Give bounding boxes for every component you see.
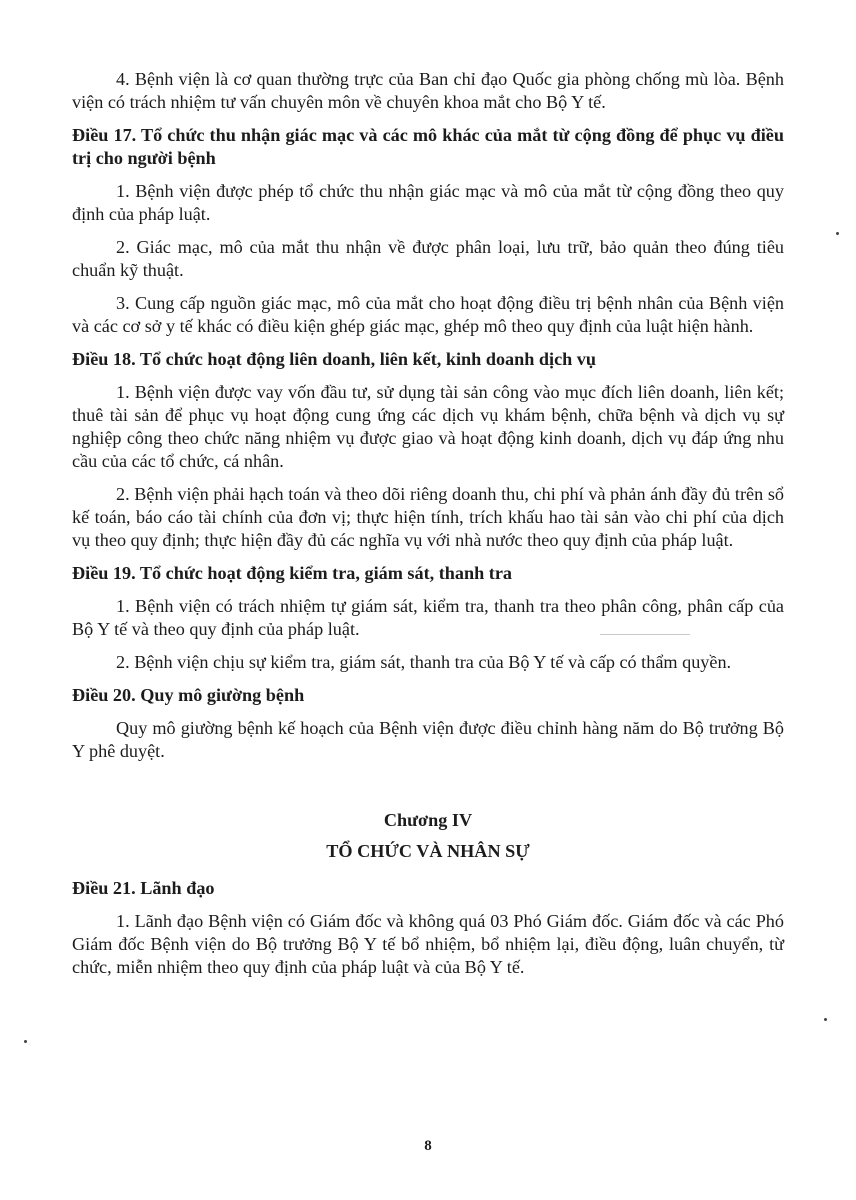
paragraph-article18-clause1: 1. Bệnh viện được vay vốn đầu tư, sử dụng tài sản công vào mục đích liên doanh, liên kết; thuê tài sản để phục vụ hoạt động cung ứng các dịch vụ khám bệnh, chữa bệnh và dịch vụ sự nghiệp công theo chức năng nhiệm vụ được giao và hoạt động kinh doanh, dịch vụ đáp ứng nhu cầu của các tổ chức, cá nhân. — [72, 382, 784, 471]
article-18-heading: Điều 18. Tổ chức hoạt động liên doanh, liên kết, kinh doanh dịch vụ — [72, 349, 597, 369]
paragraph-article19-clause1: 1. Bệnh viện có trách nhiệm tự giám sát, kiểm tra, thanh tra theo phân công, phân cấp của Bộ Y tế và theo quy định của pháp luật. — [72, 596, 784, 639]
paragraph-article20: Quy mô giường bệnh kế hoạch của Bệnh viện được điều chỉnh hàng năm do Bộ trưởng Bộ Y phê duyệt. — [72, 718, 784, 761]
chapter-number: Chương IV — [383, 810, 473, 830]
article-20-heading: Điều 20. Quy mô giường bệnh — [72, 685, 305, 705]
page-number: 8 — [424, 1138, 432, 1154]
scan-artifact-dot — [824, 1018, 827, 1021]
paragraph-article17-clause3: 3. Cung cấp nguồn giác mạc, mô của mắt cho hoạt động điều trị bệnh nhân của Bệnh viện và các cơ sở y tế khác có điều kiện ghép giác mạc, ghép mô theo quy định của luật hiện hành. — [72, 293, 784, 336]
paragraph-article21-clause1: 1. Lãnh đạo Bệnh viện có Giám đốc và không quá 03 Phó Giám đốc. Giám đốc và các Phó Giám đốc Bệnh viện do Bộ trưởng Bộ Y tế bổ nhiệm, bổ nhiệm lại, điều động, luân chuyển, từ chức, miễn nhiệm theo quy định của pháp luật và của Bộ Y tế. — [72, 911, 784, 977]
article-19-heading: Điều 19. Tổ chức hoạt động kiểm tra, giám sát, thanh tra — [72, 563, 513, 583]
paragraph-article17-clause2: 2. Giác mạc, mô của mắt thu nhận về được phân loại, lưu trữ, bảo quản theo đúng tiêu chuẩn kỹ thuật. — [72, 237, 784, 280]
scan-artifact-dot — [24, 1040, 27, 1043]
paragraph-article19-clause2: 2. Bệnh viện chịu sự kiểm tra, giám sát, thanh tra của Bộ Y tế và cấp có thẩm quyền. — [116, 652, 732, 672]
chapter-title: TỔ CHỨC VÀ NHÂN SỰ — [326, 841, 530, 861]
article-21-heading: Điều 21. Lãnh đạo — [72, 878, 215, 898]
paragraph-article17-clause1: 1. Bệnh viện được phép tổ chức thu nhận giác mạc và mô của mắt từ cộng đồng theo quy định của pháp luật. — [72, 181, 784, 224]
paragraph-article16-clause4: 4. Bệnh viện là cơ quan thường trực của Ban chỉ đạo Quốc gia phòng chống mù lòa. Bệnh viện có trách nhiệm tư vấn chuyên môn về chuyên khoa mắt cho Bộ Y tế. — [72, 69, 784, 112]
document-body — [72, 68, 784, 989]
article-17-heading: Điều 17. Tổ chức thu nhận giác mạc và các mô khác của mắt từ cộng đồng để phục vụ điều trị cho người bệnh — [72, 125, 784, 168]
scan-artifact-dot — [836, 232, 839, 235]
paragraph-article18-clause2: 2. Bệnh viện phải hạch toán và theo dõi riêng doanh thu, chi phí và phản ánh đầy đủ trên sổ kế toán, báo cáo tài chính của đơn vị; thực hiện tính, trích khấu hao tài sản vào chi phí của dịch vụ theo quy định; thực hiện đầy đủ các nghĩa vụ với nhà nước theo quy định của pháp luật. — [72, 484, 784, 550]
